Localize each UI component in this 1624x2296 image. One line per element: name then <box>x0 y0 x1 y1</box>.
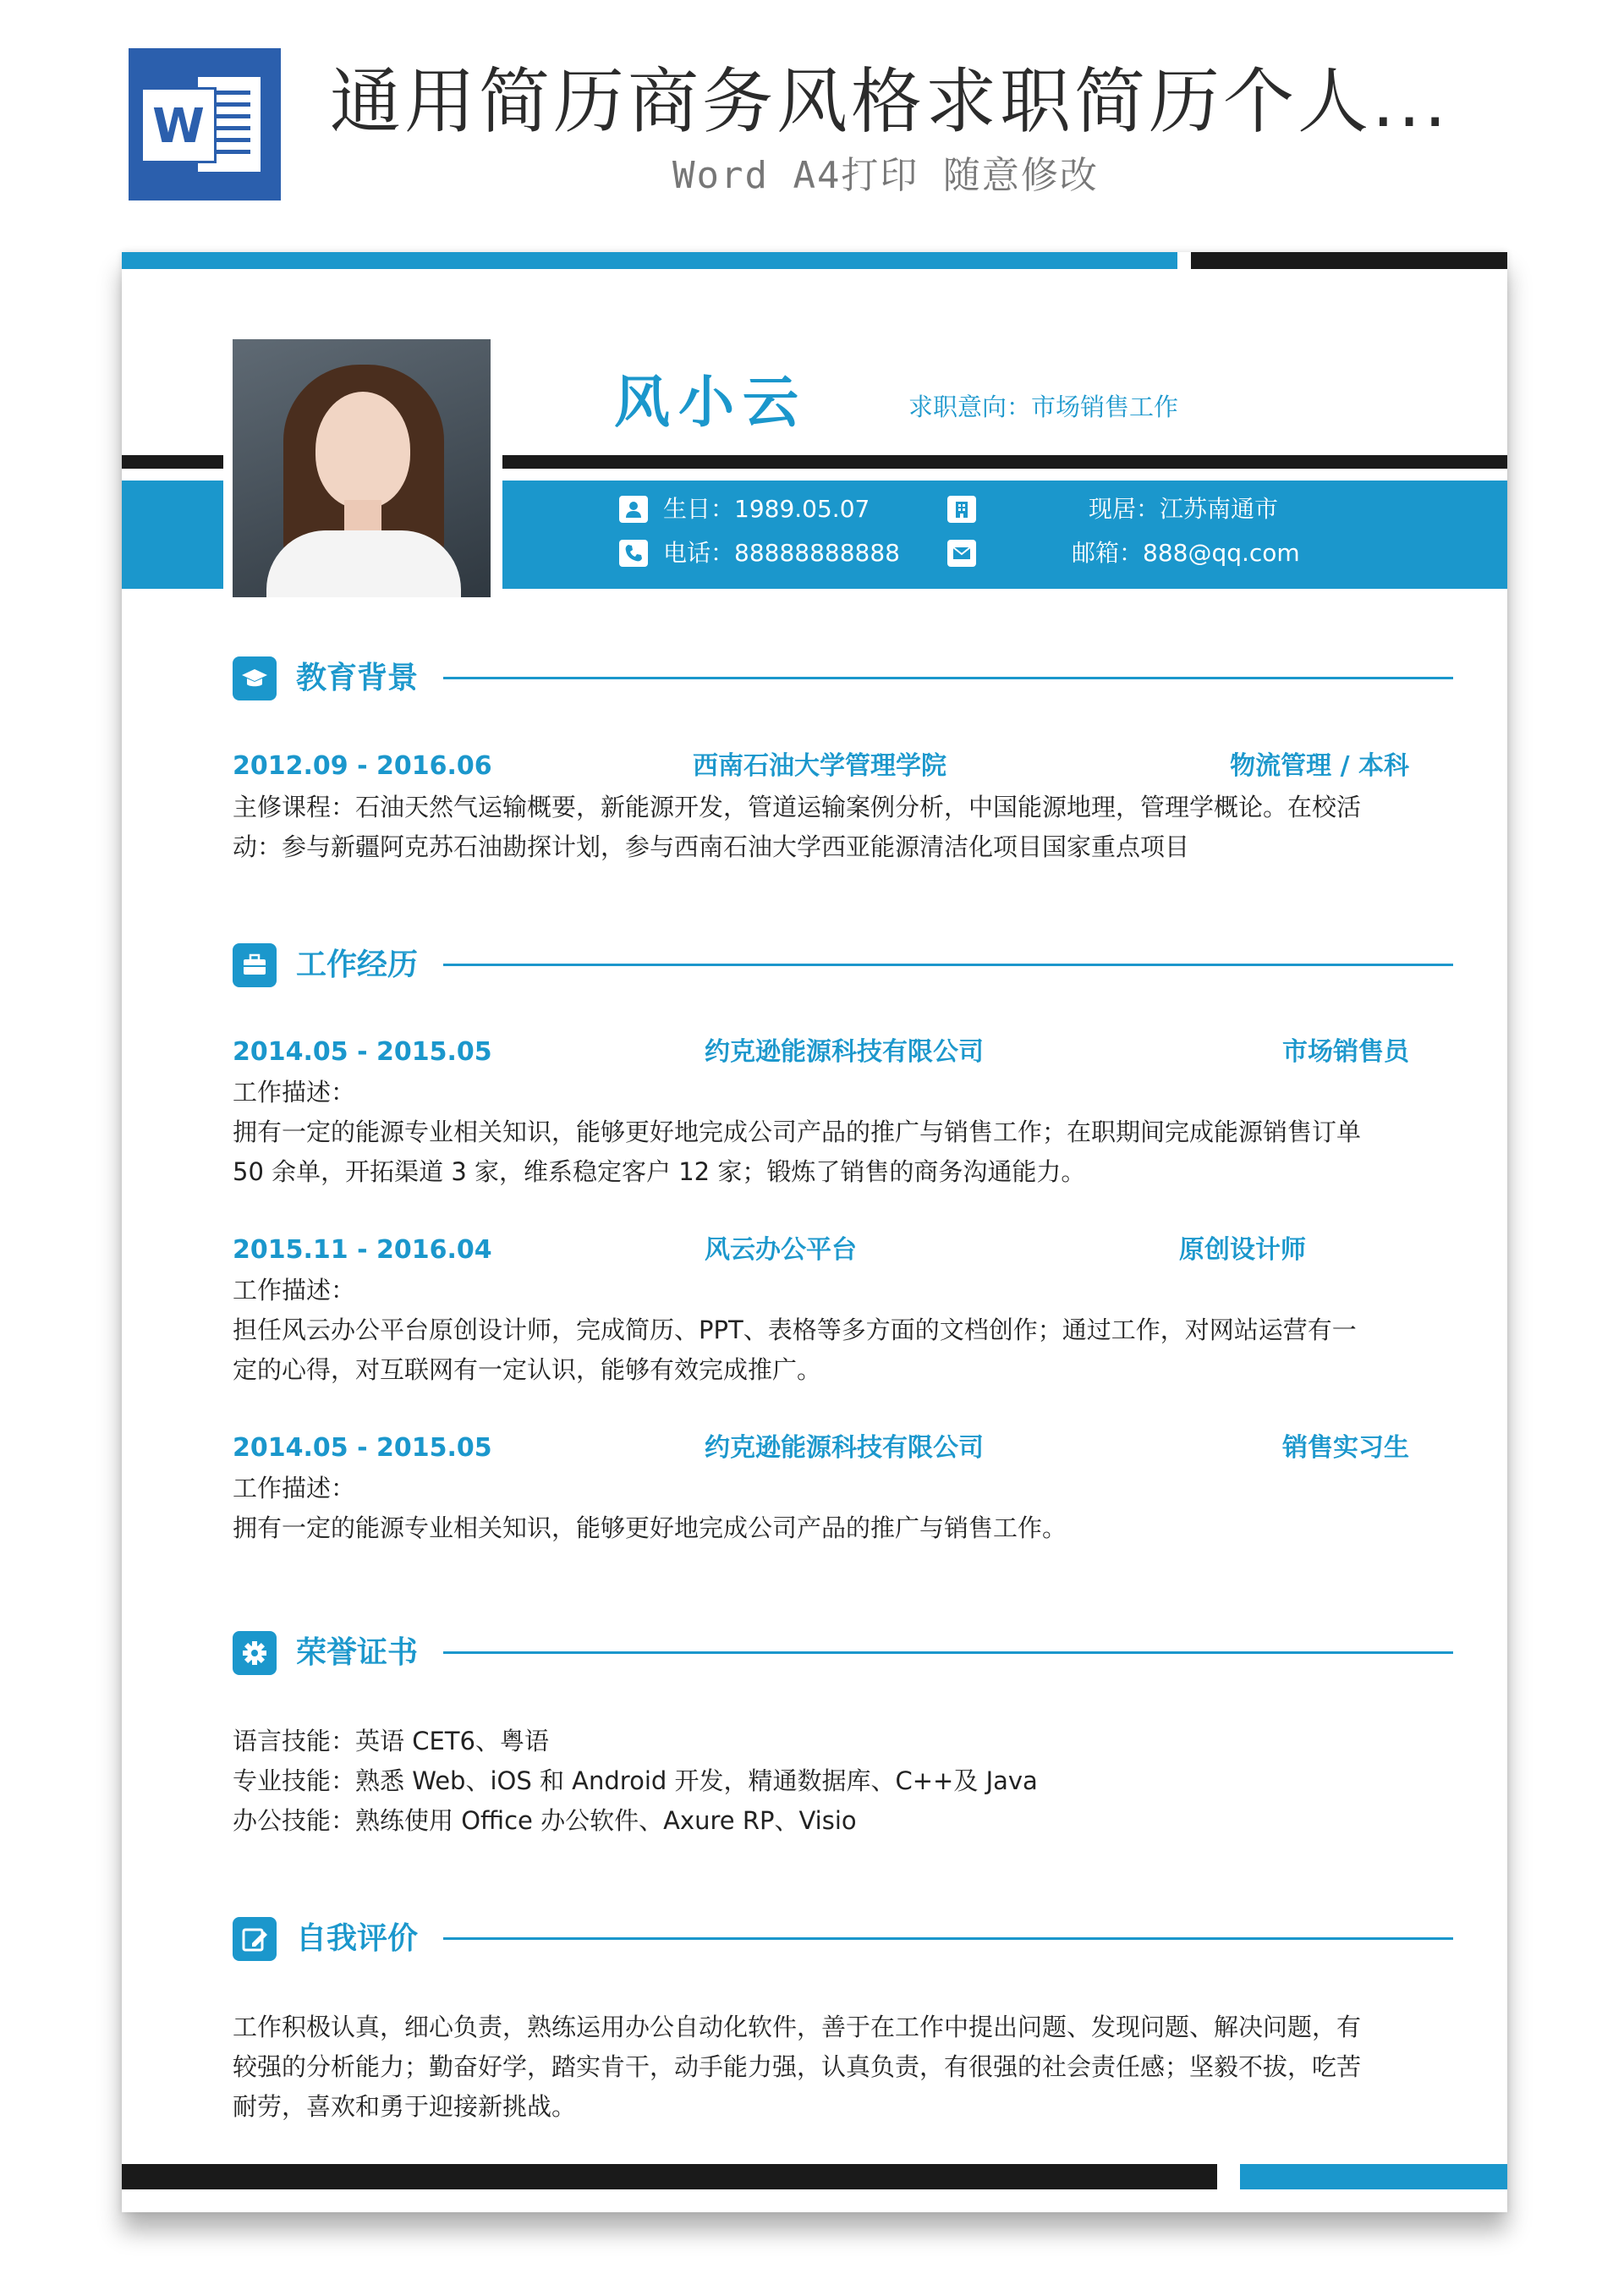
resume-page <box>122 252 1507 2212</box>
honor-line: 办公技能：熟练使用 Office 办公软件、Axure RP、Visio <box>233 1806 857 1835</box>
document-subtitle: Word A4打印 随意修改 <box>672 154 1099 197</box>
self-evaluation-section-title: 自我评价 <box>296 1921 419 1956</box>
job-title: 销售实习生 <box>1282 1433 1409 1463</box>
graduation-cap-icon <box>233 656 277 700</box>
pencil-note-icon <box>233 1917 277 1961</box>
work-section-title: 工作经历 <box>296 948 419 982</box>
birth-date: 生日：1989.05.07 <box>663 495 870 523</box>
honor-line: 专业技能：熟悉 Web、iOS 和 Android 开发，精通数据库、C++及 Java <box>233 1766 1038 1795</box>
education-section-title: 教育背景 <box>296 661 419 695</box>
header-left-dark-line <box>122 455 223 469</box>
document-title: 通用简历商务风格求职简历个人... <box>330 60 1451 143</box>
job-company: 风云办公平台 <box>705 1235 857 1265</box>
job-description-line: 拥有一定的能源专业相关知识，能够更好地完成公司产品的推广与销售工作。 <box>233 1513 1067 1542</box>
job-date: 2014.05 - 2015.05 <box>233 1433 492 1463</box>
education-date: 2012.09 - 2016.06 <box>233 751 492 781</box>
education-divider <box>443 677 1453 679</box>
mail-icon <box>947 540 976 567</box>
self-evaluation-divider <box>443 1937 1453 1940</box>
job-objective: 求职意向：市场销售工作 <box>908 393 1179 421</box>
briefcase-icon <box>233 943 277 987</box>
job-date: 2014.05 - 2015.05 <box>233 1037 492 1067</box>
job-company: 约克逊能源科技有限公司 <box>705 1433 984 1463</box>
job-description-line: 工作描述： <box>233 1078 356 1107</box>
candidate-name: 风小云 <box>614 370 807 435</box>
building-icon <box>947 496 976 523</box>
job-description-line: 担任风云办公平台原创设计师，完成简历、PPT、表格等多方面的文档创作；通过工作，对网站运营有一 <box>233 1316 1357 1344</box>
job-title: 市场销售员 <box>1282 1037 1409 1067</box>
job-description-line: 50 余单，开拓渠道 3 家，维系稳定客户 12 家；锻炼了销售的商务沟通能力。 <box>233 1157 1086 1186</box>
phone-icon <box>619 540 648 567</box>
education-detail-line: 主修课程：石油天然气运输概要，新能源开发，管道运输案例分析，中国能源地理，管理学概论。在校活 <box>233 793 1362 821</box>
honor-line: 语言技能：英语 CET6、粤语 <box>233 1727 549 1755</box>
honors-section-title: 荣誉证书 <box>296 1635 419 1670</box>
work-divider <box>443 964 1453 966</box>
gear-icon <box>233 1631 277 1675</box>
user-icon <box>619 496 648 523</box>
phone-number: 电话：88888888888 <box>663 539 900 567</box>
word-icon <box>129 48 281 200</box>
job-description-line: 拥有一定的能源专业相关知识，能够更好地完成公司产品的推广与销售工作；在职期间完成能源销售订单 <box>233 1118 1362 1146</box>
email: 邮箱：888@qq.com <box>1072 539 1300 567</box>
top-accent-bar <box>122 252 1177 269</box>
honors-divider <box>443 1651 1453 1654</box>
self-evaluation-line: 较强的分析能力；勤奋好学，踏实肯干，动手能力强，认真负责，有很强的社会责任感；坚毅不拔，吃苦 <box>233 2052 1362 2081</box>
job-title: 原创设计师 <box>1179 1235 1306 1265</box>
word-letter: W <box>152 99 205 154</box>
job-date: 2015.11 - 2016.04 <box>233 1235 492 1265</box>
self-evaluation-line: 工作积极认真，细心负责，熟练运用办公自动化软件，善于在工作中提出问题、发现问题、解决问题，有 <box>233 2013 1362 2041</box>
education-detail-line: 动：参与新疆阿克苏石油勘探计划，参与西南石油大学西亚能源清洁化项目国家重点项目 <box>233 832 1190 861</box>
header-left-accent-block <box>122 481 223 589</box>
residence: 现居：江苏南通市 <box>1089 495 1279 523</box>
job-description-line: 工作描述： <box>233 1474 356 1502</box>
word-letter-plate <box>140 87 217 163</box>
bottom-dark-bar <box>122 2164 1217 2189</box>
profile-photo <box>233 339 491 597</box>
job-description-line: 工作描述： <box>233 1276 356 1305</box>
job-description-line: 定的心得，对互联网有一定认识，能够有效完成推广。 <box>233 1355 822 1384</box>
header-info-band <box>502 481 1507 589</box>
bottom-accent-bar <box>1240 2164 1507 2189</box>
job-company: 约克逊能源科技有限公司 <box>705 1037 984 1067</box>
top-dark-bar <box>1191 252 1507 269</box>
self-evaluation-line: 耐劳，喜欢和勇于迎接新挑战。 <box>233 2092 577 2121</box>
education-school: 西南石油大学管理学院 <box>693 751 946 781</box>
education-major: 物流管理 / 本科 <box>1230 751 1409 781</box>
header-right-dark-line <box>502 455 1507 469</box>
